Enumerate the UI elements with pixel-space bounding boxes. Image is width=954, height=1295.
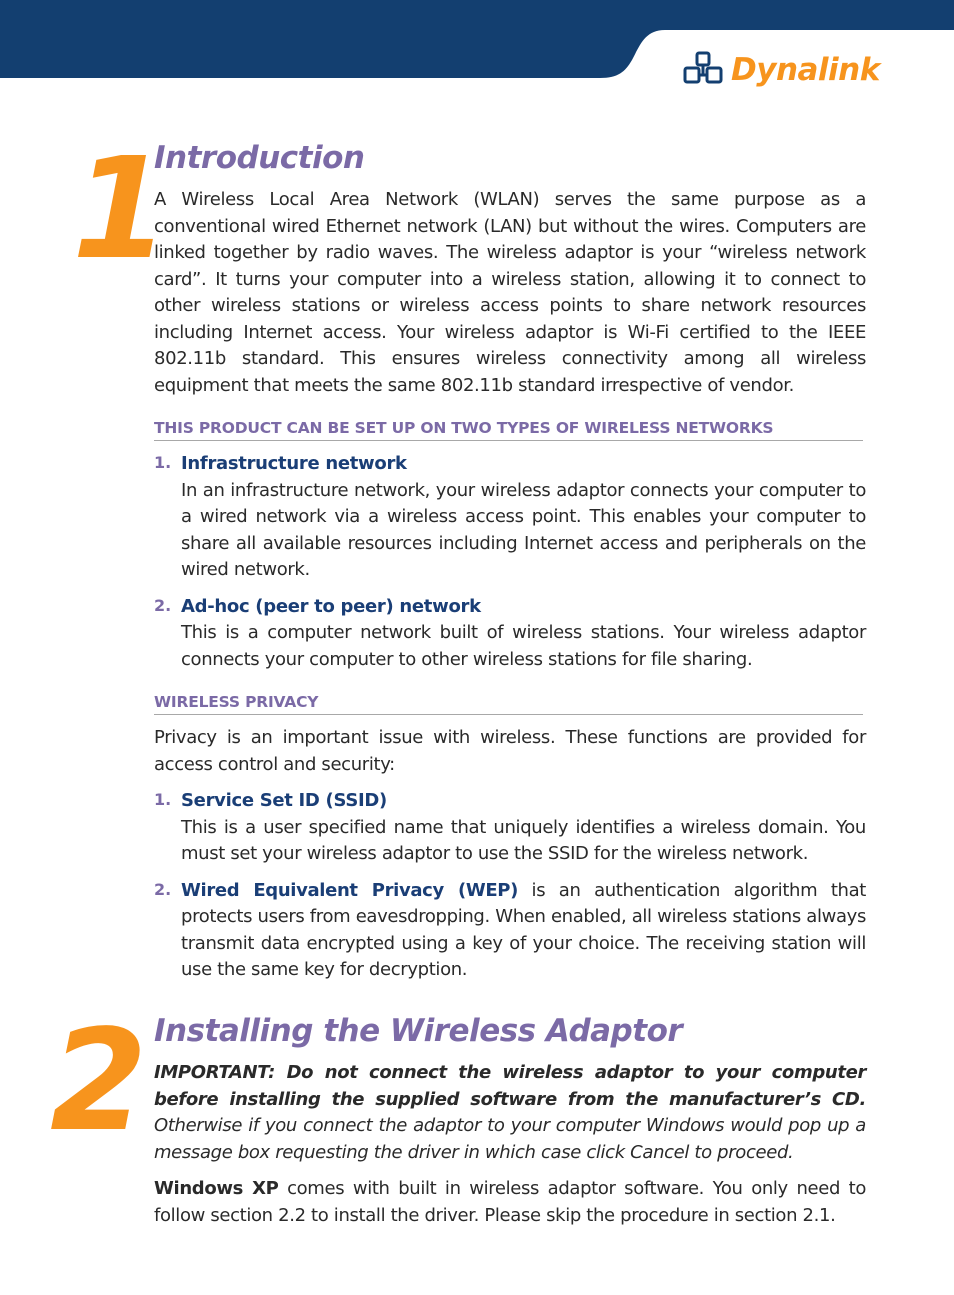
list-item-text: This is a computer network built of wireless stations. Your wireless adaptor connects your computer to other wireless stations for file sharing. xyxy=(181,622,866,670)
list-item-title: Infrastructure network xyxy=(181,453,407,475)
privacy-heading: WIRELESS PRIVACY xyxy=(154,693,863,715)
important-notice-bold: IMPORTANT: Do not connect the wireless adaptor to your computer before installing the supplied software from the manufacturer’s CD. xyxy=(154,1062,866,1110)
section-number-1: 1 xyxy=(72,128,170,291)
list-item xyxy=(154,788,866,868)
windows-xp-note xyxy=(154,1176,866,1229)
list-item-number: 1. xyxy=(154,790,172,810)
brand-name: Dynalink xyxy=(731,52,880,88)
list-item-number: 2. xyxy=(154,879,172,899)
list-item-title: Wired Equivalent Privacy (WEP) xyxy=(181,879,518,901)
list-item xyxy=(154,451,866,584)
list-item-text: In an infrastructure network, your wireless adaptor connects your computer to a wired network via a wireless access point. This enables your computer to share all available resources including Internet access and peripherals on the wired network. xyxy=(181,479,866,581)
important-notice xyxy=(154,1060,866,1166)
list-item-text: This is a user specified name that uniquely identifies a wireless domain. You must set your wireless adaptor to use the SSID for the wireless network. xyxy=(181,816,866,865)
list-item xyxy=(154,594,866,674)
section-number-2: 2 xyxy=(50,1000,148,1163)
list-item-number: 1. xyxy=(154,453,172,473)
list-item-text-rest: is an authentication algorithm that protects users from eavesdropping. When enabled, all wireless stations always transmit data encrypted using a key of your choice. The receiving station will use the same key for decryption. xyxy=(181,879,866,981)
privacy-intro: Privacy is an important issue with wireless. These functions are provided for access control and security: xyxy=(154,727,866,775)
dynalink-logo-mark-icon xyxy=(683,50,725,90)
dynalink-logo xyxy=(683,50,880,90)
section-2-title: Installing the Wireless Adaptor xyxy=(154,1013,683,1049)
windows-xp-text: comes with built in wireless adaptor software. You only need to follow section 2.2 to install the driver. Please skip the procedure in section 2.1. xyxy=(154,1178,866,1226)
networks-heading: THIS PRODUCT CAN BE SET UP ON TWO TYPES OF WIRELESS NETWORKS xyxy=(154,419,863,441)
section-1-title: Introduction xyxy=(154,140,365,176)
list-item-number: 2. xyxy=(154,595,172,615)
list-item-title: Service Set ID (SSID) xyxy=(181,790,387,812)
section-1-content xyxy=(154,140,866,984)
list-item-text xyxy=(181,878,866,984)
list-item-title: Ad-hoc (peer to peer) network xyxy=(181,595,481,617)
intro-paragraph: A Wireless Local Area Network (WLAN) serves the same purpose as a conventional wired Ethernet network (LAN) but without the wires. Computers are linked together by radio waves. The wireless adaptor is your “wireless network card”. It turns your computer into a wireless station, allowing it to connect to other wireless stations or wireless access points to share network resources including Internet access. Your wireless adaptor is Wi-Fi certified to the IEEE 802.11b standard. This ensures wireless connectivity among all wireless equipment that meets the same 802.11b standard irrespective of vendor. xyxy=(154,189,866,396)
list-item xyxy=(154,878,866,984)
windows-xp-label: Windows XP xyxy=(154,1178,279,1200)
important-notice-rest: Otherwise if you connect the adaptor to your computer Windows would pop up a message box requesting the driver in which case click Cancel to proceed. xyxy=(154,1115,866,1163)
section-2-content xyxy=(154,1013,866,1229)
